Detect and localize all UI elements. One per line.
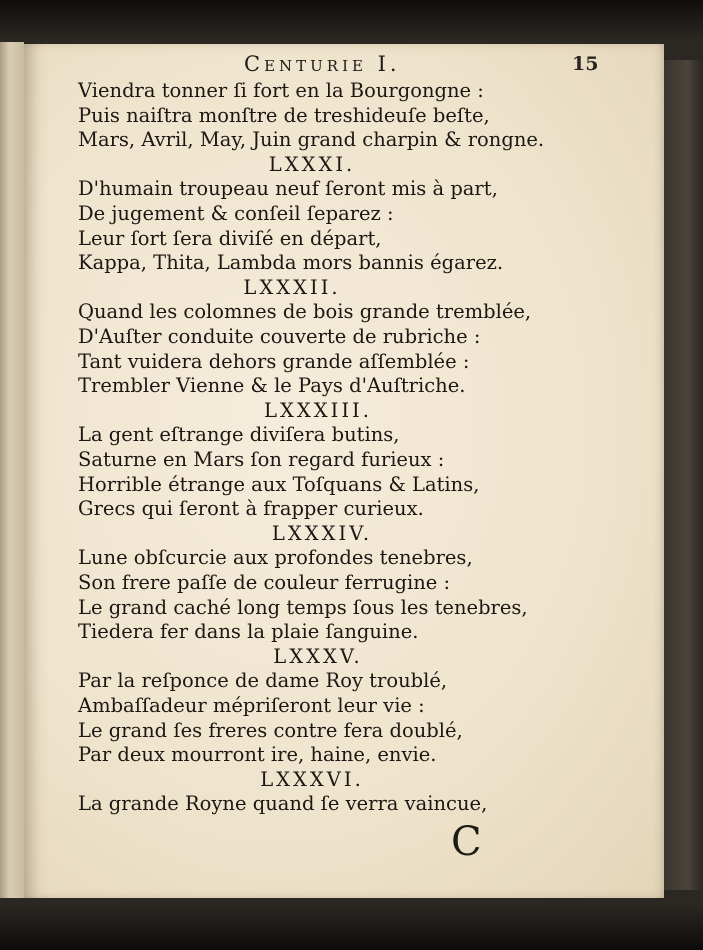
verse-line: La gent eſtrange diviſera butins, bbox=[78, 423, 400, 447]
quatrain-number: LXXXV. bbox=[273, 644, 363, 668]
verse-line: Le grand ſes freres contre fera doublé, bbox=[78, 718, 463, 742]
signature-mark: C bbox=[451, 819, 482, 865]
verse-line: Par deux mourront ire, haine, envie. bbox=[78, 743, 437, 767]
quatrain-number: LXXXII. bbox=[243, 275, 341, 299]
verse-line: Trembler Vienne & le Pays d'Auſtriche. bbox=[78, 374, 466, 398]
verse-line: Puis naiſtra monſtre de treshideuſe beſte, bbox=[78, 103, 490, 127]
quatrain-number: LXXXI. bbox=[268, 152, 356, 176]
verse-line: Viendra tonner ſi fort en la Bourgongne : bbox=[78, 79, 484, 102]
verse-line: Saturne en Mars ſon regard furieux : bbox=[78, 448, 445, 471]
verse-line: Mars, Avril, May, Juin grand charpin & rongne. bbox=[78, 128, 545, 152]
facing-page-edge bbox=[0, 42, 24, 898]
verse-line: Le grand caché long temps ſous les tenebres, bbox=[78, 595, 528, 619]
verse-line: Lune obſcurcie aux profondes tenebres, bbox=[78, 546, 473, 570]
verse-line: De jugement & conſeil ſeparez : bbox=[78, 202, 394, 225]
quatrain-number: LXXXVI. bbox=[260, 767, 364, 791]
verse-line: Leur ſort ſera diviſé en départ, bbox=[78, 226, 382, 250]
page-number: 15 bbox=[572, 53, 599, 75]
verse-line: D'humain troupeau neuf ſeront mis à part, bbox=[78, 177, 498, 201]
verse-line: Par la reſponce de dame Roy troublé, bbox=[78, 669, 448, 693]
quatrain-number: LXXXIV. bbox=[271, 521, 373, 545]
verse-line: Horrible étrange aux Toſquans & Latins, bbox=[78, 472, 480, 496]
verse-line: Grecs qui ſeront à frapper curieux. bbox=[78, 497, 424, 521]
running-head: Centurie I. bbox=[244, 52, 401, 76]
verse-line: Quand les colomnes de bois grande tremblée, bbox=[78, 300, 532, 324]
quatrain-number: LXXXIII. bbox=[264, 398, 372, 422]
verse-line: La grande Royne quand ſe verra vaincue, bbox=[78, 792, 488, 816]
book-fore-edge bbox=[664, 60, 703, 890]
verse-line: Tiedera fer dans la plaie ſanguine. bbox=[78, 620, 419, 644]
verse-line: Tant vuidera dehors grande aſſemblée : bbox=[78, 349, 470, 373]
verse-line: D'Auſter conduite couverte de rubriche : bbox=[78, 325, 481, 348]
verse-line: Son frere paſſe de couleur ferrugine : bbox=[78, 571, 451, 594]
verse-line: Kappa, Thita, Lambda mors bannis égarez. bbox=[78, 251, 504, 275]
verse-line: Ambaſſadeur mépriſeront leur vie : bbox=[78, 694, 425, 717]
